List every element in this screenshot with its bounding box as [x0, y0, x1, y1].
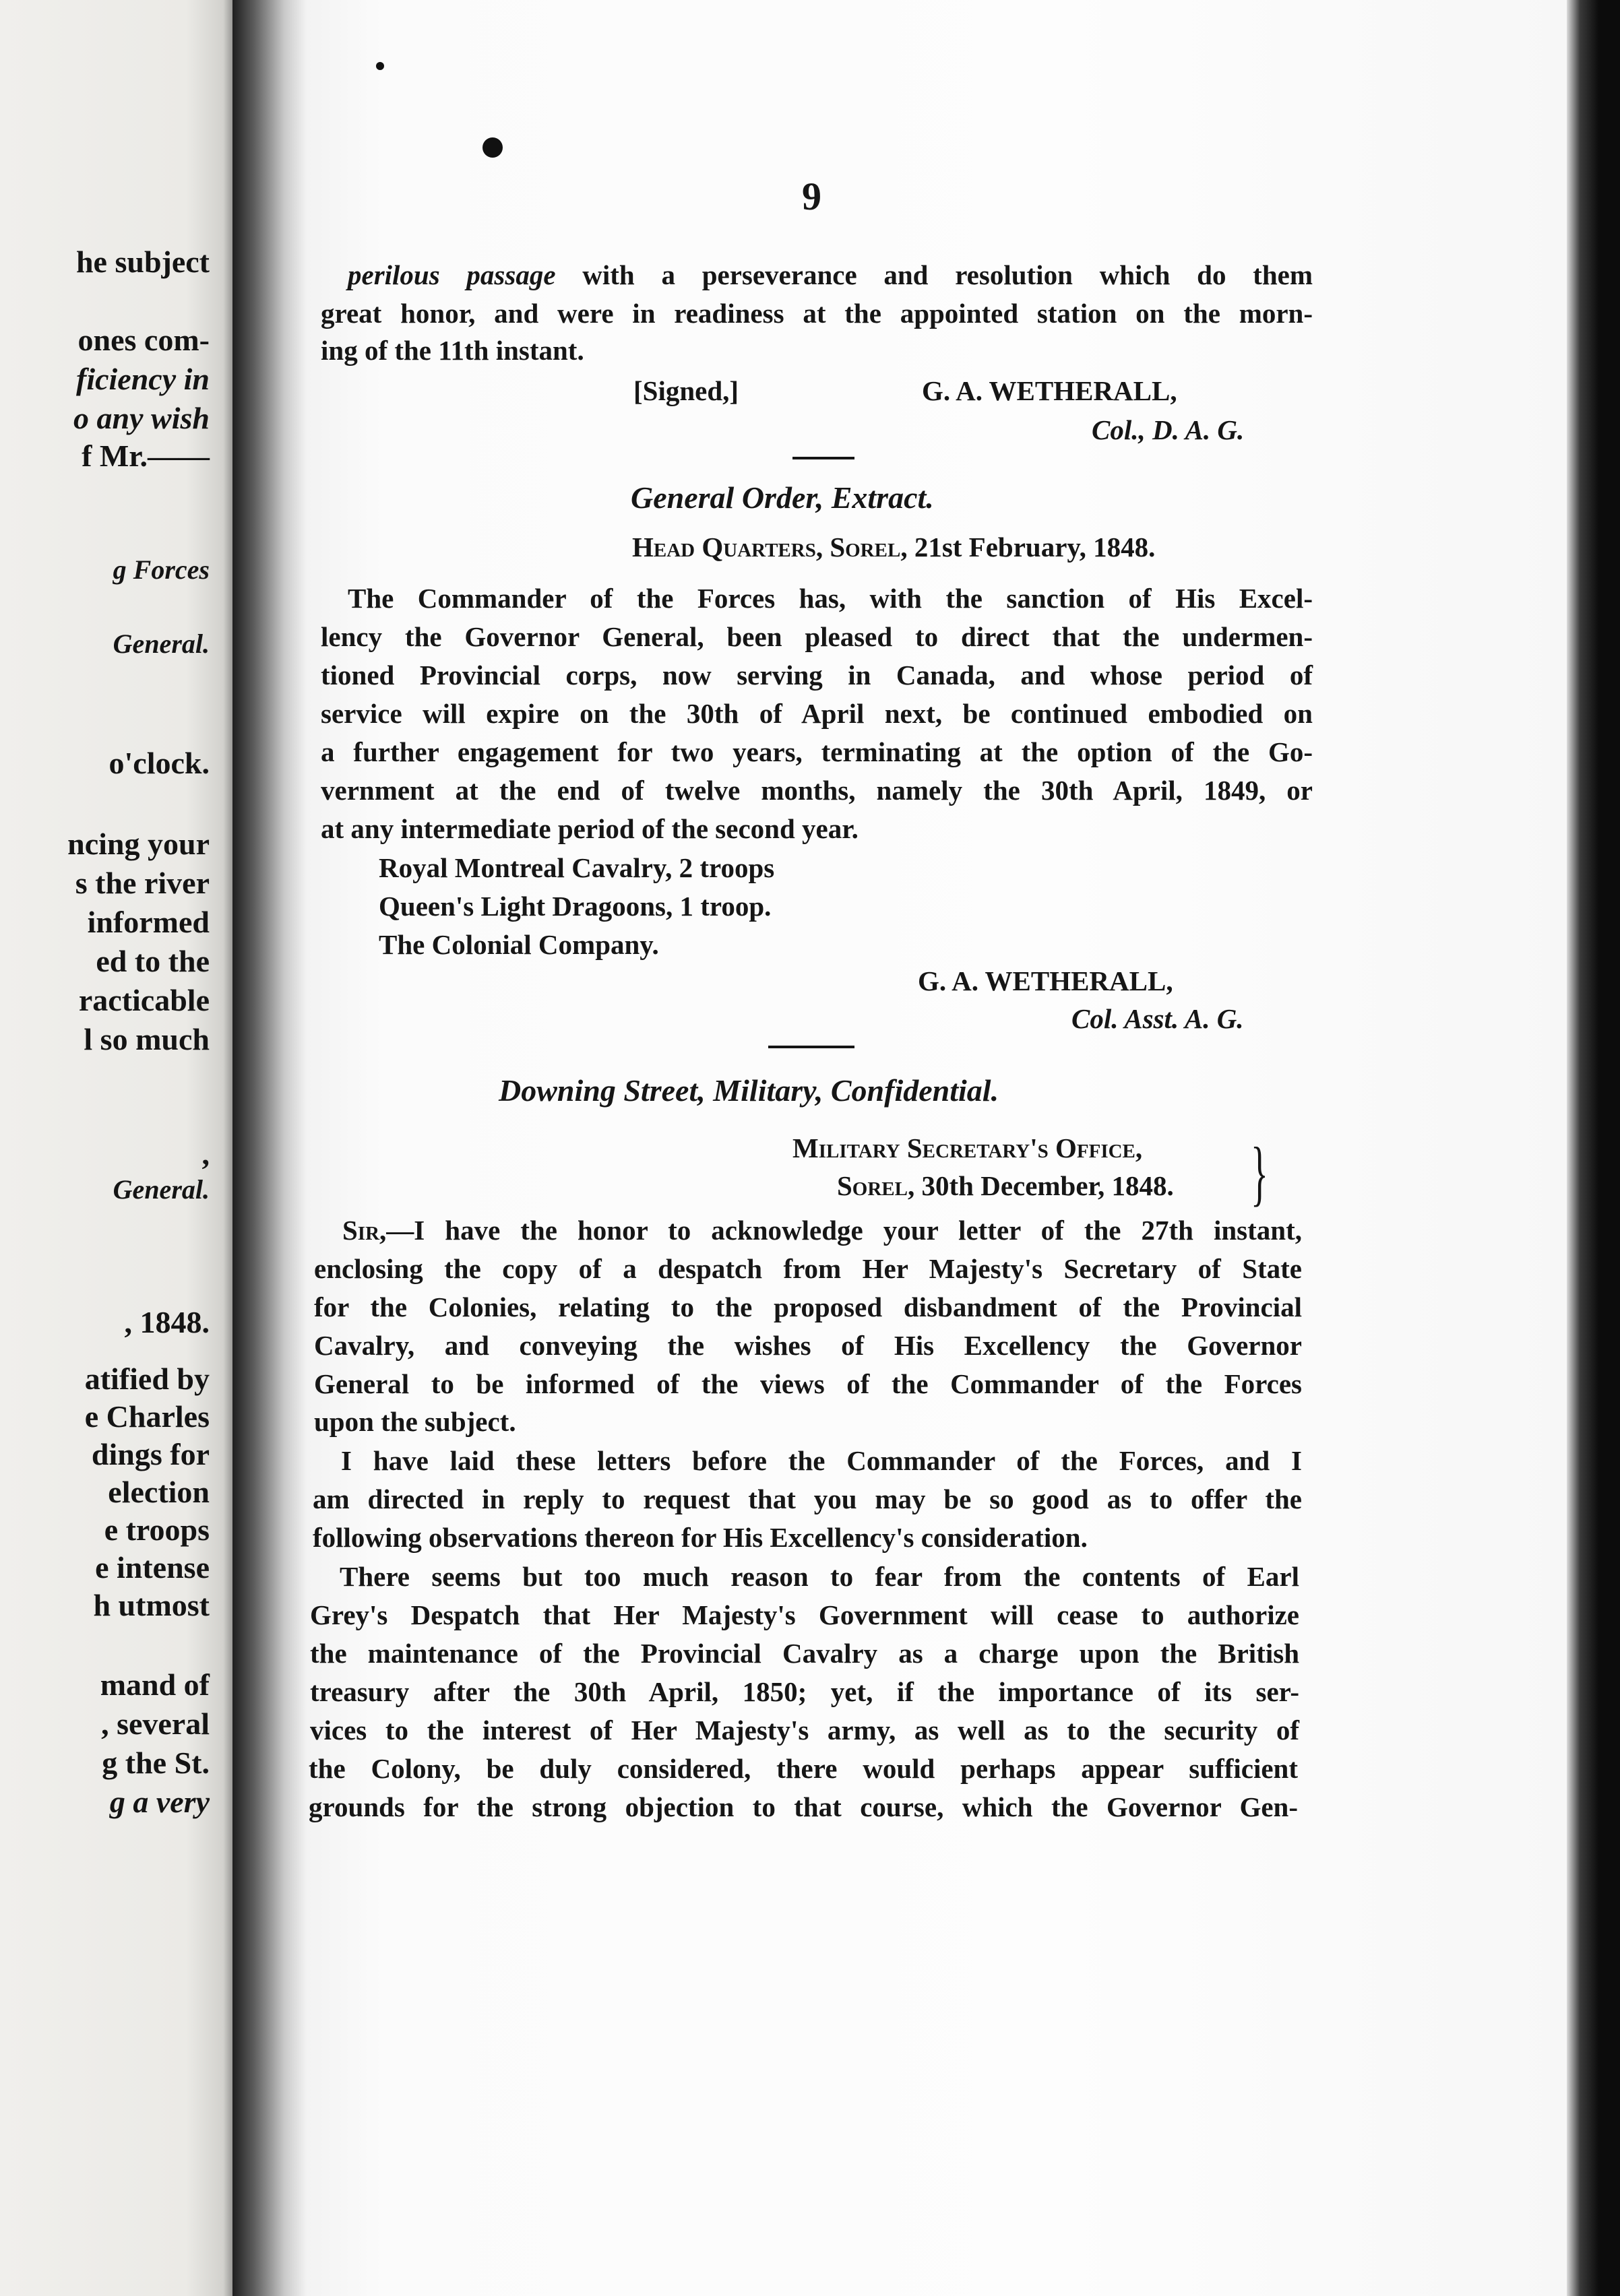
facing-line: General.: [113, 1174, 210, 1205]
facing-line: atified by: [84, 1362, 210, 1396]
signature-name: G. A. WETHERALL,: [918, 965, 1173, 996]
facing-line: h utmost: [93, 1588, 210, 1622]
text-line: Grey's Despatch that Her Majesty's Government will cease to authorize: [310, 1599, 1299, 1630]
facing-line: g a very: [109, 1785, 210, 1819]
dateline: Head Quarters, Sorel, 21st February, 1848.: [632, 532, 1156, 563]
text-line: General to be informed of the views of the Commander of the Forces: [314, 1368, 1302, 1399]
facing-line: f Mr.——: [82, 439, 210, 473]
signed-prefix: [Signed,]: [633, 375, 739, 406]
facing-line: ficiency in: [76, 362, 210, 396]
facing-line: e intense: [95, 1550, 210, 1585]
facing-line: g Forces: [113, 554, 210, 585]
facing-line: mand of: [100, 1667, 210, 1702]
text-line: am directed in reply to request that you may be so good as to offer the: [313, 1484, 1302, 1514]
facing-line: ed to the: [96, 944, 210, 978]
text-line: the maintenance of the Provincial Cavalry as a charge upon the British: [310, 1638, 1299, 1669]
corps-item: The Colonial Company.: [379, 929, 659, 960]
text-line: The Commander of the Forces has, with the sanction of His Excel-: [348, 583, 1313, 614]
section-rule: [792, 457, 854, 459]
text-line: I have laid these letters before the Commander of the Forces, and I: [341, 1445, 1302, 1476]
text-line: vernment at the end of twelve months, namely the 30th April, 1849, or: [321, 775, 1313, 806]
text-line: Cavalry, and conveying the wishes of His Excellency the Governor: [314, 1330, 1302, 1361]
facing-line: ones com-: [77, 323, 210, 357]
text-line: enclosing the copy of a despatch from Her Majesty's Secretary of State: [314, 1253, 1302, 1284]
salutation: Sir,: [342, 1215, 387, 1246]
corps-item: Queen's Light Dragoons, 1 troop.: [379, 891, 772, 922]
book-gutter: [232, 0, 307, 2296]
text-line: vices to the interest of Her Majesty's army, as well as to the security of: [310, 1715, 1299, 1746]
text-line: ing of the 11th instant.: [321, 335, 584, 366]
text-line: lency the Governor General, been pleased to direct that the undermen-: [321, 621, 1313, 652]
text-line: at any intermediate period of the second year.: [321, 813, 859, 844]
facing-line: , 1848.: [124, 1305, 210, 1339]
section-heading: Downing Street, Military, Confidential.: [499, 1073, 999, 1108]
italic-phrase: perilous passage: [348, 259, 556, 290]
ink-blot: [482, 137, 503, 158]
facing-line: he subject: [75, 245, 210, 279]
text-line: grounds for the strong objection to that course, which the Governor Gen-: [309, 1791, 1298, 1822]
signature-name: G. A. WETHERALL,: [922, 375, 1177, 406]
letter-dateline: Sorel, 30th December, 1848.: [837, 1170, 1174, 1201]
ink-speck: [376, 62, 384, 70]
letter-office: Military Secretary's Office,: [792, 1133, 1143, 1163]
signature-title: Col. Asst. A. G.: [1071, 1003, 1244, 1034]
section-rule: [768, 1046, 854, 1048]
text-line: Sir,—I have the honor to acknowledge your letter of the 27th instant,: [342, 1215, 1302, 1246]
text-line: following observations thereon for His Excellency's consideration.: [313, 1522, 1088, 1553]
facing-line: informed: [87, 905, 210, 939]
text-line: for the Colonies, relating to the proposed disbandment of the Provincial: [314, 1292, 1302, 1322]
text-line: perilous passage with a perseverance and resolution which do them: [348, 259, 1313, 290]
corps-item: Royal Montreal Cavalry, 2 troops: [379, 852, 775, 883]
facing-line: e Charles: [84, 1399, 210, 1434]
signature-title: Col., D. A. G.: [1092, 414, 1245, 445]
facing-line: , several: [101, 1707, 210, 1741]
facing-line: election: [108, 1475, 210, 1509]
facing-line: g the St.: [102, 1746, 210, 1780]
facing-line: s the river: [75, 866, 210, 900]
facing-line: e troops: [104, 1512, 210, 1547]
facing-line: l so much: [84, 1022, 210, 1056]
page-number: 9: [802, 174, 821, 218]
facing-line: racticable: [78, 983, 210, 1017]
page-edge: [1567, 0, 1620, 2296]
facing-line: o'clock.: [108, 746, 210, 780]
text-line: a further engagement for two years, terminating at the option of the Go-: [321, 736, 1313, 767]
text-line: upon the subject.: [314, 1406, 516, 1437]
facing-line: ,: [201, 1137, 210, 1171]
text-line: the Colony, be duly considered, there would perhaps appear sufficient: [309, 1753, 1298, 1784]
text-line: tioned Provincial corps, now serving in Canada, and whose period of: [321, 660, 1313, 691]
facing-line: o any wish: [73, 401, 210, 435]
facing-line: ncing your: [67, 827, 210, 861]
brace-mark: }: [1251, 1133, 1268, 1213]
facing-page: [0, 0, 232, 2296]
facing-line: General.: [113, 629, 210, 659]
text-line: service will expire on the 30th of April next, be continued embodied on: [321, 698, 1313, 729]
facing-line: dings for: [91, 1437, 210, 1471]
text-line: treasury after the 30th April, 1850; yet, if the importance of its ser-: [310, 1676, 1299, 1707]
text-line: great honor, and were in readiness at the appointed station on the morn-: [321, 298, 1313, 329]
section-heading: General Order, Extract.: [631, 480, 934, 515]
text-line: There seems but too much reason to fear from the contents of Earl: [340, 1561, 1299, 1592]
